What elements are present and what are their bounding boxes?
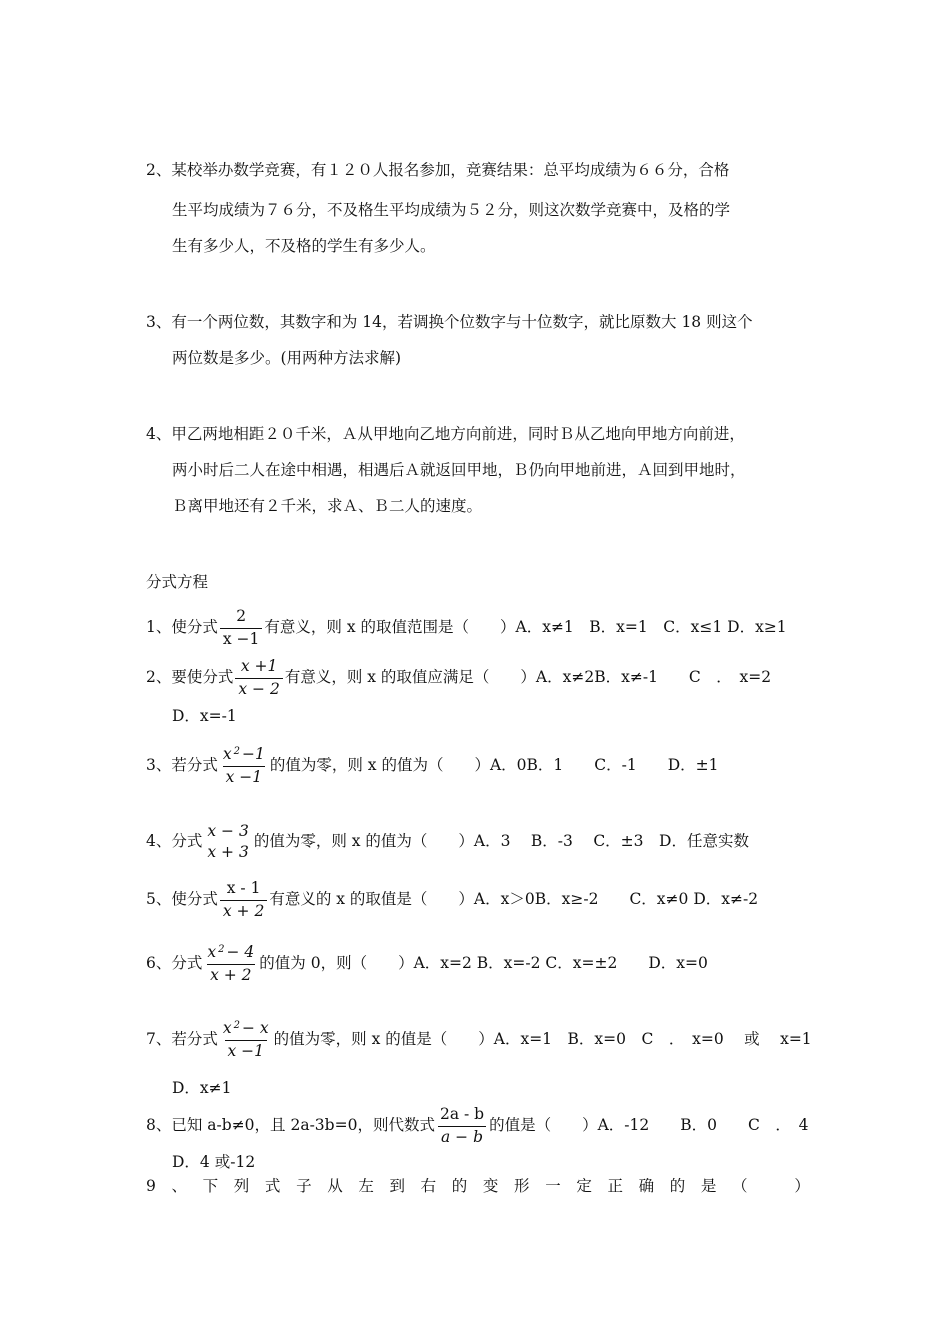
problem-2-line-2: 生平均成绩为７６分，不及格生平均成绩为５２分，则这次数学竞赛中，及格的学 xyxy=(172,201,731,219)
q5-denominator: x + 2 xyxy=(220,900,267,920)
q9-char: 一 xyxy=(545,1177,561,1195)
q8-numerator: 2a - b xyxy=(439,1105,485,1123)
question-8 xyxy=(146,1106,810,1145)
q4-fraction xyxy=(204,821,251,861)
problem-4-line-1: 4、甲乙两地相距２０千米，Ａ从甲地向乙地方向前进，同时Ｂ从乙地向甲地方向前进， xyxy=(146,425,745,443)
q7-text: 的值为零，则 x 的值是（ ）A．x=1 B．x=0 C ． x=0 或 x=1 xyxy=(273,1030,812,1048)
question-9 xyxy=(146,1176,810,1196)
q7-prefix: 7、若分式 xyxy=(146,1030,218,1048)
question-4 xyxy=(146,822,810,861)
q9-char: 子 xyxy=(296,1177,312,1195)
q9-char: 的 xyxy=(451,1177,468,1195)
q8-denominator: a − b xyxy=(438,1126,486,1146)
q4-text: 的值为零，则 x 的值为（ ）A．3 B．-3 C．±3 D．任意实数 xyxy=(253,832,749,850)
q9-char xyxy=(763,1176,779,1196)
q7-numerator xyxy=(220,1021,272,1040)
q7-num-base: x xyxy=(222,1019,232,1037)
q9-char: 正 xyxy=(607,1177,623,1195)
problem-3-line-2: 两位数是多少。(用两种方法求解) xyxy=(172,349,402,367)
problem-4-line-3: Ｂ离甲地还有２千米，求Ａ、Ｂ二人的速度。 xyxy=(172,497,483,515)
q8-fraction xyxy=(437,1107,487,1145)
question-6 xyxy=(146,944,810,983)
section-title: 分式方程 xyxy=(146,573,209,591)
q3-fraction xyxy=(220,747,268,785)
q2-denominator: x − 2 xyxy=(235,678,282,698)
q7-denominator: x −1 xyxy=(225,1040,268,1060)
q2-text: 有意义，则 x 的取值应满足（ ）A．x≠2B．x≠-1 C ． x=2 xyxy=(284,668,772,686)
q6-denominator: x + 2 xyxy=(207,964,254,984)
question-7 xyxy=(146,1020,810,1059)
q6-numerator xyxy=(204,945,257,964)
q3-numerator xyxy=(220,747,268,766)
q9-char: 下 xyxy=(202,1177,219,1195)
q8-text: 的值是（ ）A．-12 B．0 C ． 4 xyxy=(489,1116,809,1134)
q9-char: 、 xyxy=(171,1177,188,1195)
q1-denominator: x −1 xyxy=(220,628,263,648)
q9-char: （ xyxy=(732,1177,748,1195)
q4-denominator: x + 3 xyxy=(207,843,249,861)
q9-char: 9 xyxy=(146,1177,156,1195)
q6-text: 的值为 0，则（ ）A．x=2 B．x=-2 C．x=±2 D．x=0 xyxy=(259,954,708,972)
q1-numerator: 2 xyxy=(236,607,247,625)
q3-num-exp: 2 xyxy=(233,746,240,757)
q4-numerator: x − 3 xyxy=(207,821,249,840)
q2-prefix: 2、要使分式 xyxy=(146,668,234,686)
q5-numerator: x - 1 xyxy=(226,879,261,897)
q3-denominator: x −1 xyxy=(223,766,266,786)
question-3 xyxy=(146,746,810,785)
q6-num-base: x xyxy=(207,943,217,961)
q9-char: 左 xyxy=(358,1177,374,1195)
q6-num-rest: − 4 xyxy=(226,943,255,961)
q2-continuation: D．x=-1 xyxy=(172,707,237,725)
q3-num-base: x xyxy=(222,745,232,763)
q5-prefix: 5、使分式 xyxy=(146,890,218,908)
q9-char: 式 xyxy=(264,1177,281,1195)
q9-char: 定 xyxy=(576,1177,592,1195)
q3-text: 的值为零，则 x 的值为（ ）A．0B．1 C．-1 D．±1 xyxy=(269,756,719,774)
q9-char: 确 xyxy=(638,1177,655,1195)
q1-prefix: 1、使分式 xyxy=(146,618,218,636)
q9-char: 的 xyxy=(669,1177,686,1195)
q3-prefix: 3、若分式 xyxy=(146,756,218,774)
q9-char: 形 xyxy=(514,1177,530,1195)
q8-continuation: D．4 或-12 xyxy=(172,1153,256,1171)
q3-num-rest: −1 xyxy=(242,745,265,763)
problem-3-line-1: 3、有一个两位数，其数字和为 14，若调换个位数字与十位数字，就比原数大 18 则这个 xyxy=(146,313,753,331)
problem-2-line-3: 生有多少人，不及格的学生有多少人。 xyxy=(172,237,436,255)
q1-text: 有意义，则 x 的取值范围是（ ）A．x≠1 B．x=1 C．x≤1 D．x≥1 xyxy=(264,618,787,636)
problem-4-line-2: 两小时后二人在途中相遇，相遇后Ａ就返回甲地，Ｂ仍向甲地前进，Ａ回到甲地时， xyxy=(172,461,746,479)
q7-num-exp: 2 xyxy=(233,1020,240,1031)
q2-numerator: x +1 xyxy=(240,657,278,675)
q7-fraction xyxy=(220,1021,272,1059)
q5-text: 有意义的 x 的取值是（ ）A．x＞0B．x≥-2 C．x≠0 D．x≠-2 xyxy=(269,890,759,908)
q9-char: 右 xyxy=(420,1177,437,1195)
q2-fraction xyxy=(235,659,282,697)
question-1 xyxy=(146,608,810,647)
q6-num-exp: 2 xyxy=(218,944,225,955)
q7-num-rest: − x xyxy=(242,1019,269,1037)
q1-fraction xyxy=(220,609,263,647)
q9-char: ） xyxy=(794,1177,810,1195)
q9-char: 从 xyxy=(327,1177,343,1195)
q9-char: 是 xyxy=(700,1177,717,1195)
q9-char: 到 xyxy=(389,1177,405,1195)
q8-prefix: 8、已知 a-b≠0，且 2a-3b=0，则代数式 xyxy=(146,1116,435,1134)
q6-fraction xyxy=(204,945,257,983)
question-5 xyxy=(146,880,810,919)
q5-fraction xyxy=(220,881,267,919)
q6-prefix: 6、分式 xyxy=(146,954,203,972)
q7-continuation: D．x≠1 xyxy=(172,1079,232,1097)
problem-2-line-1: 2、某校举办数学竞赛，有１２０人报名参加，竞赛结果：总平均成绩为６６分，合格 xyxy=(146,161,730,179)
question-2 xyxy=(146,658,810,697)
q9-char: 列 xyxy=(233,1177,250,1195)
q4-prefix: 4、分式 xyxy=(146,832,203,850)
q9-char: 变 xyxy=(482,1177,499,1195)
